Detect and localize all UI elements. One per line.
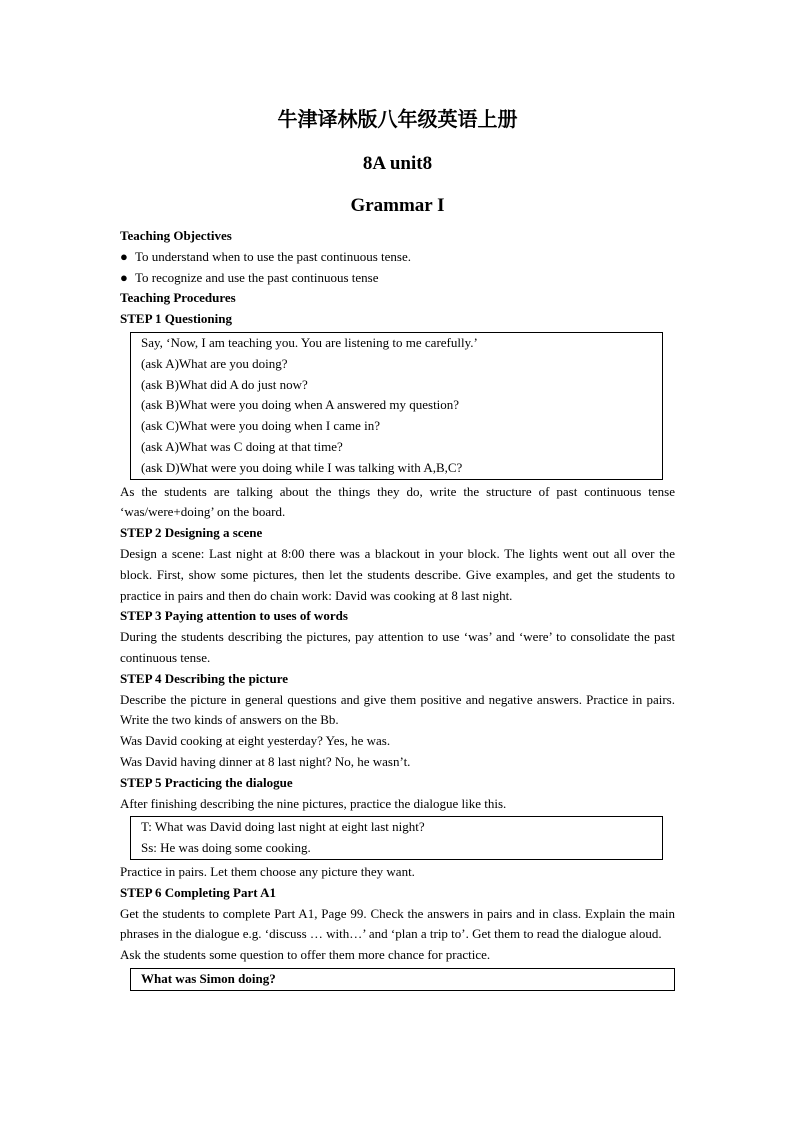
document-title-chinese: 牛津译林版八年级英语上册: [277, 107, 518, 131]
step5-after: Practice in pairs. Let them choose any picture they want.: [120, 863, 415, 879]
step5-dialogue-line: Ss: He was doing some cooking.: [141, 840, 311, 856]
step1-question-box: [130, 332, 663, 480]
step6-after: Ask the students some question to offer them more chance for practice.: [120, 947, 491, 963]
step4-example-line: Was David having dinner at 8 last night? No, he wasn’t.: [120, 753, 411, 769]
step4-paragraph: Describe the picture in general questions and give them positive and negative answers. Practice in pairs. Write the two kinds of answers on the Bb.: [120, 691, 675, 728]
step5-dialogue-line: T: What was David doing last night at eight last night?: [141, 819, 425, 835]
objective-item: [120, 247, 675, 268]
bullet-icon: ●: [120, 269, 128, 285]
objective-item: [120, 268, 675, 289]
procedures-heading: Teaching Procedures: [120, 290, 236, 306]
step1-box-line: (ask B)What were you doing when A answered my question?: [141, 397, 460, 413]
document-title-grammar: Grammar I: [350, 195, 445, 216]
step1-box-line: (ask B)What did A do just now?: [141, 376, 308, 392]
step3-paragraph: During the students describing the pictures, pay attention to use ‘was’ and ‘were’ to consolidate the past continuous tense.: [120, 629, 675, 665]
bullet-icon: ●: [120, 248, 128, 264]
document-title-unit: 8A unit8: [362, 153, 433, 174]
step5-heading: STEP 5 Practicing the dialogue: [120, 774, 293, 790]
step5-dialogue-box: [130, 816, 663, 860]
step6-question: What was Simon doing?: [141, 970, 276, 986]
step1-box-line: (ask C)What were you doing when I came in?: [141, 418, 380, 434]
step2-paragraph: Design a scene: Last night at 8:00 there was a blackout in your block. The lights went out all over the block. First, show some pictures, then let the students describe. Give examples, and get the students to practice in pairs and then do chain work: David was cooking at 8 last night.: [120, 545, 675, 603]
step6-question-box: [130, 968, 675, 991]
step1-paragraph: As the students are talking about the things they do, write the structure of past continuous tense ‘was/were+doing’ on the board.: [120, 483, 675, 520]
step3-heading: STEP 3 Paying attention to uses of words: [120, 608, 348, 624]
step6-paragraph: Get the students to complete Part A1, Page 99. Check the answers in pairs and in class. Explain the main phrases in the dialogue e.g. ‘discuss … with…’ and ‘plan a trip to’. Get them to read the dialogue aloud.: [120, 905, 675, 942]
step5-intro: After finishing describing the nine pictures, practice the dialogue like this.: [120, 795, 507, 811]
step2-heading: STEP 2 Designing a scene: [120, 525, 263, 541]
objective-text: To recognize and use the past continuous tense: [135, 269, 379, 285]
step4-heading: STEP 4 Describing the picture: [120, 670, 289, 686]
step6-heading: STEP 6 Completing Part A1: [120, 884, 277, 900]
step4-example-line: Was David cooking at eight yesterday? Yes, he was.: [120, 733, 391, 749]
objective-text: To understand when to use the past continuous tense.: [135, 248, 412, 264]
objectives-heading: Teaching Objectives: [120, 228, 232, 243]
step1-box-line: (ask A)What are you doing?: [141, 355, 288, 371]
document-content: [120, 100, 675, 993]
step1-box-line: (ask D)What were you doing while I was talking with A,B,C?: [141, 459, 463, 475]
step1-box-line: Say, ‘Now, I am teaching you. You are listening to me carefully.’: [141, 334, 478, 350]
step1-heading: STEP 1 Questioning: [120, 311, 232, 327]
step1-box-line: (ask A)What was C doing at that time?: [141, 438, 343, 454]
